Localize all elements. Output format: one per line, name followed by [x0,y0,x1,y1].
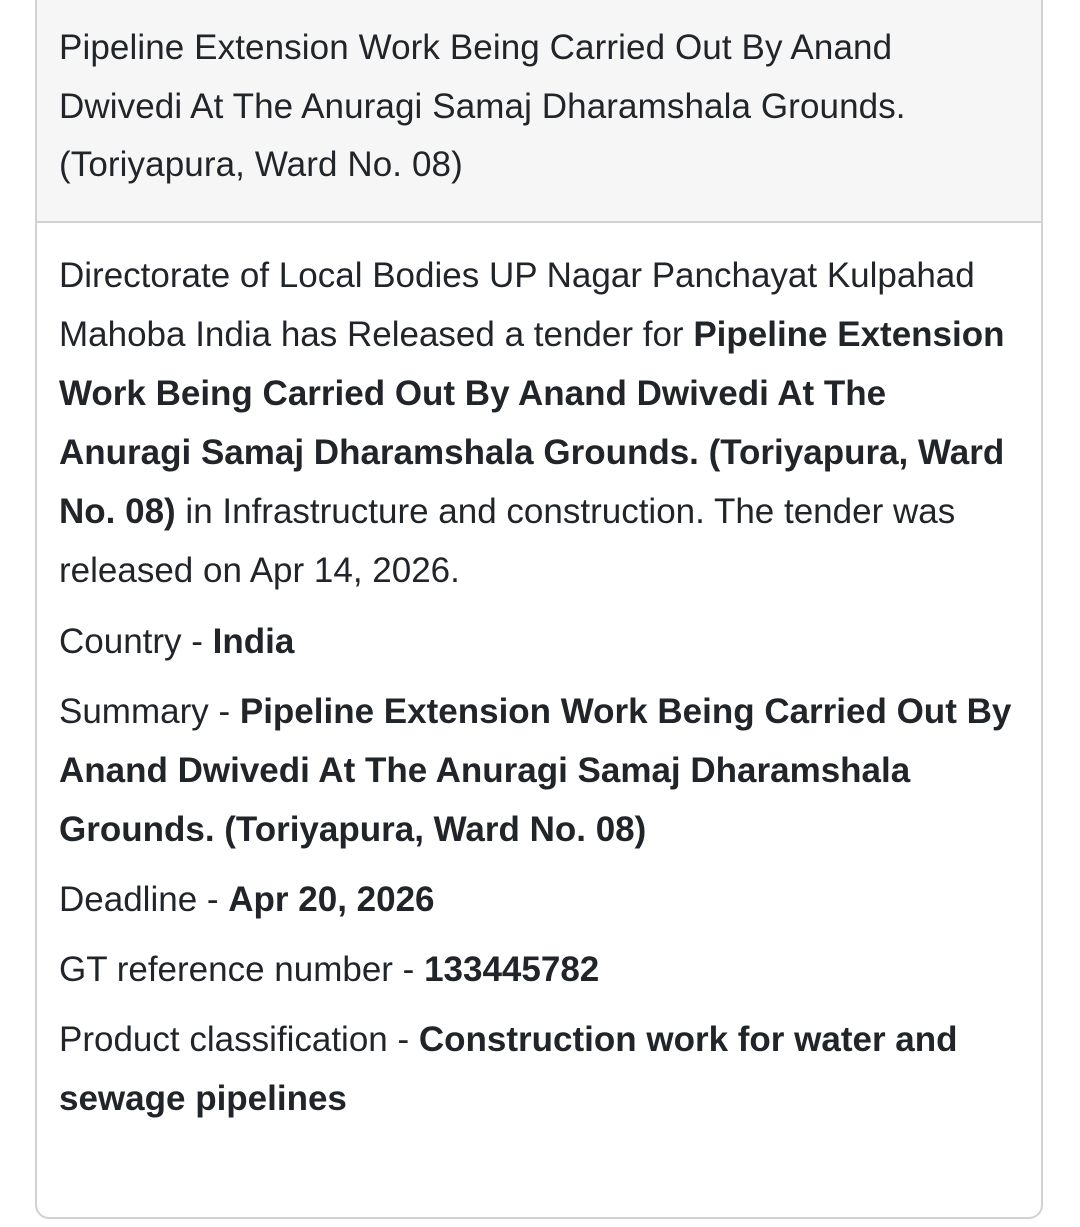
field-value: Apr 20, 2026 [228,880,435,919]
field-product-classification [59,1010,1019,1128]
tender-card-body [37,223,1041,1128]
field-value: India [212,622,295,661]
description-prefix: Directorate of Local Bodies UP Nagar Panchayat Kulpahad Mahoba India has Released a tender for [59,256,975,354]
field-label: Summary - [59,692,240,731]
field-value: Pipeline Extension Work Being Carried Out By Anand Dwivedi At The Anuragi Samaj Dharamshala Grounds. (Toriyapura, Ward No. 08) [59,692,1012,849]
field-gt-reference-number [59,940,1019,999]
tender-description [59,246,1019,600]
field-label: Product classification - [59,1020,419,1059]
field-label: GT reference number - [59,950,425,989]
field-label: Deadline - [59,880,229,919]
field-country [59,612,1019,671]
field-deadline [59,870,1019,929]
tender-card [35,0,1043,1219]
tender-card-header [37,0,1041,223]
description-sector-text: in Infrastructure and construction. The tender was released on Apr 14, 2026. [59,492,956,590]
field-label: Country - [59,622,213,661]
field-summary [59,682,1019,859]
description-tender-title: Pipeline Extension Work Being Carried Out By Anand Dwivedi At The Anuragi Samaj Dharamshala Grounds. (Toriyapura, Ward No. 08) [59,315,1005,531]
tender-title: Pipeline Extension Work Being Carried Out By Anand Dwivedi At The Anuragi Samaj Dharamshala Grounds. (Toriyapura, Ward No. 08) [59,28,906,184]
field-value: Construction work for water and sewage pipelines [59,1020,958,1118]
field-value: 133445782 [424,950,600,989]
